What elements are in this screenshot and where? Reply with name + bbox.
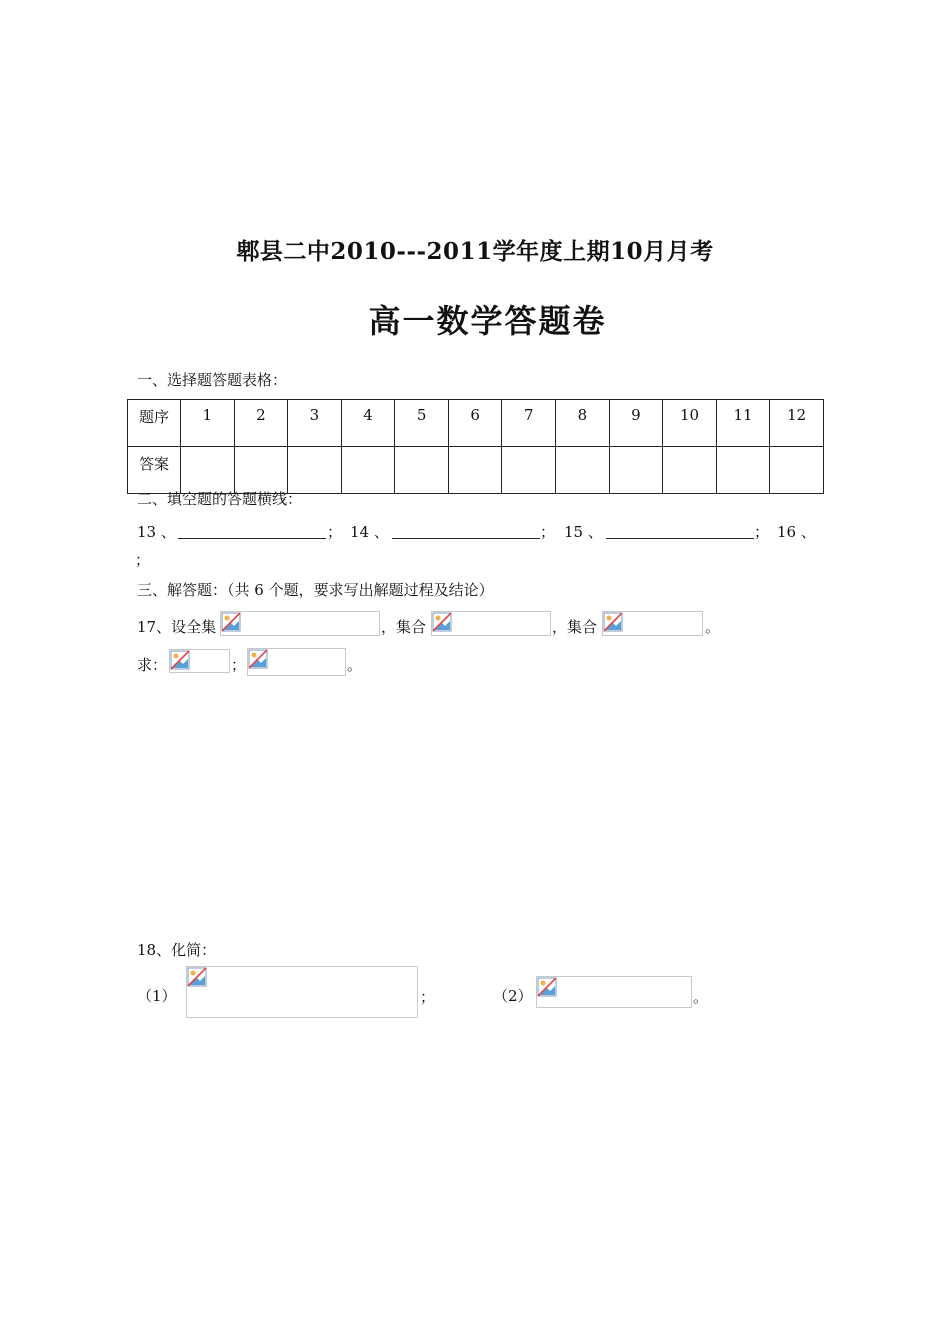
table-cell-number: 11 [716,400,770,447]
answer-cell-2[interactable] [234,447,288,494]
answer-cell-7[interactable] [502,447,556,494]
answer-cell-11[interactable] [716,447,770,494]
table-cell-label: 题序 [128,400,181,447]
table-row-answers [128,447,824,494]
formula-image [602,611,703,636]
section2-heading: 二、填空题的答题横线： [137,490,303,508]
formula-image [247,648,346,676]
fill-label-16: 16 、 [777,523,816,541]
table-cell-number: 10 [663,400,717,447]
semicolon: ； [135,551,151,569]
broken-image-icon [248,649,268,669]
formula-image [220,611,380,636]
formula-image [536,976,692,1008]
q18-heading: 18、化简： [137,941,217,959]
table-cell-number: 3 [288,400,342,447]
answer-cell-8[interactable] [556,447,610,494]
q17-end: 。 [705,618,721,636]
q17-prefix: 17、设全集 [137,618,217,636]
semicolon: ； [754,523,770,541]
semicolon: ； [540,523,556,541]
broken-image-icon [187,967,207,987]
fill-label-15: 15 、 [564,523,603,541]
table-row-numbers [128,400,824,447]
q17-set2-label: ，集合 [552,618,598,636]
q17-ask-end: 。 [347,656,363,674]
q18-separator: ； [420,988,436,1006]
table-cell-number: 7 [502,400,556,447]
formula-image [186,966,418,1018]
formula-image [169,649,230,673]
q17-separator: ； [231,656,247,674]
table-cell-number: 9 [609,400,663,447]
table-cell-number: 2 [234,400,288,447]
answer-cell-1[interactable] [181,447,235,494]
q18-end: 。 [693,988,709,1006]
broken-image-icon [537,977,557,997]
page-title: 郫县二中2010---2011学年度上期10月月考 [236,238,714,265]
answer-table [127,399,824,494]
fill-label-14: 14 、 [350,523,389,541]
table-cell-number: 5 [395,400,449,447]
fill-blank-15[interactable] [606,538,754,539]
table-cell-number: 8 [556,400,610,447]
q18-part2-label: （2） [493,987,533,1005]
semicolon: ； [327,523,343,541]
q18-part1-label: （1） [137,987,177,1005]
fill-blank-14[interactable] [392,538,540,539]
answer-cell-3[interactable] [288,447,342,494]
formula-image [431,611,551,636]
fill-label-13: 13 、 [137,523,176,541]
table-cell-number: 12 [770,400,824,447]
table-cell-label: 答案 [128,447,181,494]
page-subtitle: 高一数学答题卷 [368,302,607,340]
broken-image-icon [432,612,452,632]
answer-cell-4[interactable] [341,447,395,494]
answer-cell-5[interactable] [395,447,449,494]
q17-ask: 求： [137,656,168,674]
broken-image-icon [603,612,623,632]
answer-cell-12[interactable] [770,447,824,494]
broken-image-icon [221,612,241,632]
broken-image-icon [170,650,190,670]
answer-cell-9[interactable] [609,447,663,494]
fill-blank-13[interactable] [178,538,326,539]
table-cell-number: 4 [341,400,395,447]
answer-cell-10[interactable] [663,447,717,494]
answer-cell-6[interactable] [448,447,502,494]
table-cell-number: 6 [448,400,502,447]
table-cell-number: 1 [181,400,235,447]
section1-heading: 一、选择题答题表格： [137,371,288,389]
q17-set1-label: ，集合 [381,618,427,636]
section3-heading: 三、解答题：（共 6 个题，要求写出解题过程及结论） [137,581,494,599]
